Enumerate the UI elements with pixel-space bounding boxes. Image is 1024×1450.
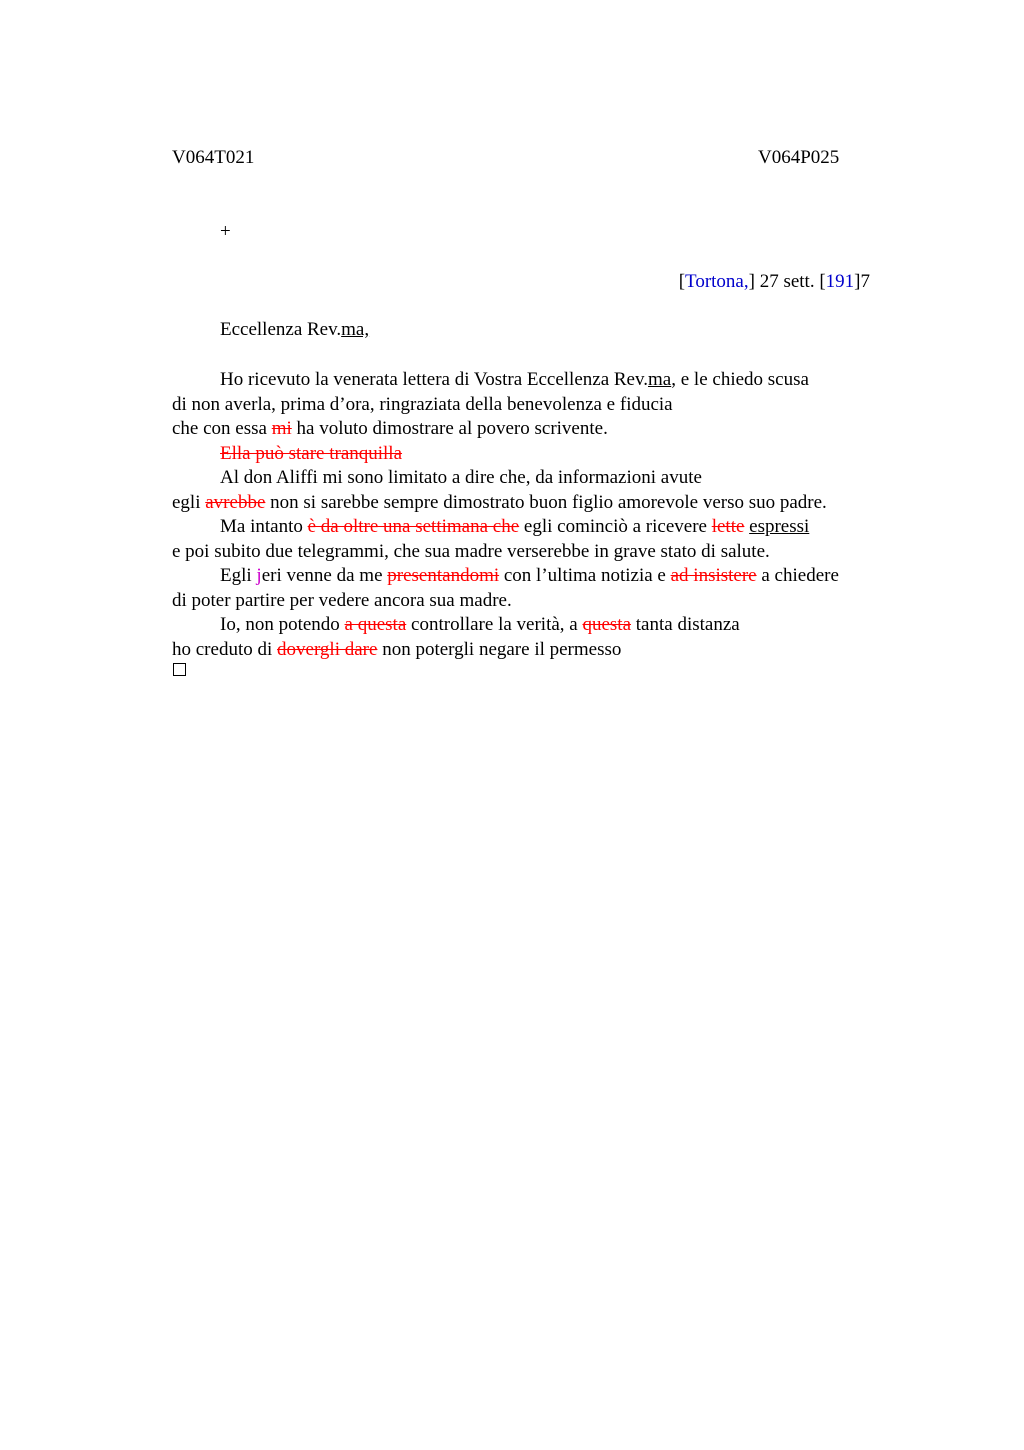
letter-line: [172, 564, 932, 589]
underlined-text: espressi: [749, 516, 810, 537]
deleted-text: mi: [271, 418, 292, 439]
letter-line: di non averla, prima d’ora, ringraziata della benevolenza e fiducia: [172, 393, 673, 415]
letter-line: [172, 491, 932, 516]
letter-line: di poter partire per vedere ancora sua madre.: [172, 589, 512, 611]
letter-line: [172, 417, 932, 442]
salutation-abbreviation: ma,: [341, 319, 370, 340]
dateline: [679, 271, 870, 293]
deleted-text: avrebbe: [205, 491, 266, 513]
deleted-text: ad insistere: [670, 565, 757, 586]
end-marker-square-icon: [173, 663, 186, 676]
text-run: eri venne da me: [261, 565, 388, 586]
letter-line: [172, 442, 932, 467]
text-run: Ho ricevuto la venerata lettera di Vostra Eccellenza Rev.: [220, 369, 649, 390]
year-digit: 7: [860, 271, 870, 292]
bracket: [: [819, 271, 826, 292]
cross-symbol: +: [220, 221, 231, 242]
text-run: , e le chiedo scusa: [671, 369, 809, 390]
document-code-right: V064P025: [758, 147, 840, 168]
text-run: tanta distanza: [631, 614, 740, 635]
deleted-text: è da oltre una settimana che: [307, 516, 520, 537]
text-run: ho creduto di: [172, 638, 278, 660]
place-name: Tortona,: [685, 271, 749, 292]
letter-body: [172, 368, 932, 662]
letter-line: Al don Aliffi mi sono limitato a dire che, da informazioni avute: [220, 467, 702, 488]
year-editorial: 191: [825, 271, 855, 292]
deleted-text: dovergli dare: [277, 638, 378, 660]
corrected-letter: j: [256, 565, 262, 586]
salutation-text: Eccellenza Rev.: [220, 319, 342, 340]
deleted-text: lette: [711, 516, 745, 537]
letter-line: e poi subito due telegrammi, che sua madre verserebbe in grave stato di salute.: [172, 540, 770, 562]
date-text: 27 sett.: [754, 271, 820, 292]
letter-line: [172, 638, 932, 663]
text-run: Io, non potendo: [220, 614, 345, 635]
text-run: egli: [172, 491, 206, 513]
text-run: a chiedere: [756, 565, 839, 586]
bracket: ]: [854, 271, 861, 292]
text-run: non potergli negare il permesso: [377, 638, 622, 660]
deleted-text: a questa: [344, 614, 407, 635]
deleted-text: questa: [582, 614, 632, 635]
text-run: con l’ultima notizia e: [499, 565, 671, 586]
salutation: [220, 319, 369, 341]
text-run: non si sarebbe sempre dimostrato buon figlio amorevole verso suo padre.: [265, 491, 827, 513]
text-run: che con essa: [172, 418, 272, 439]
bracket: ]: [748, 271, 755, 292]
letter-line: [172, 368, 932, 393]
letter-line: [172, 613, 932, 638]
document-code-left: V064T021: [172, 147, 255, 168]
text-run: Ma intanto: [220, 516, 308, 537]
abbreviation: ma: [648, 369, 672, 390]
text-run: egli cominciò a ricevere: [519, 516, 712, 537]
text-run: Egli: [220, 565, 257, 586]
deleted-text: Ella può stare tranquilla: [220, 442, 403, 464]
letter-line: [172, 515, 932, 540]
text-run: ha voluto dimostrare al povero scrivente.: [291, 418, 608, 439]
bracket: [: [678, 271, 686, 292]
text-run: controllare la verità, a: [406, 614, 583, 635]
deleted-text: presentandomi: [387, 565, 500, 586]
